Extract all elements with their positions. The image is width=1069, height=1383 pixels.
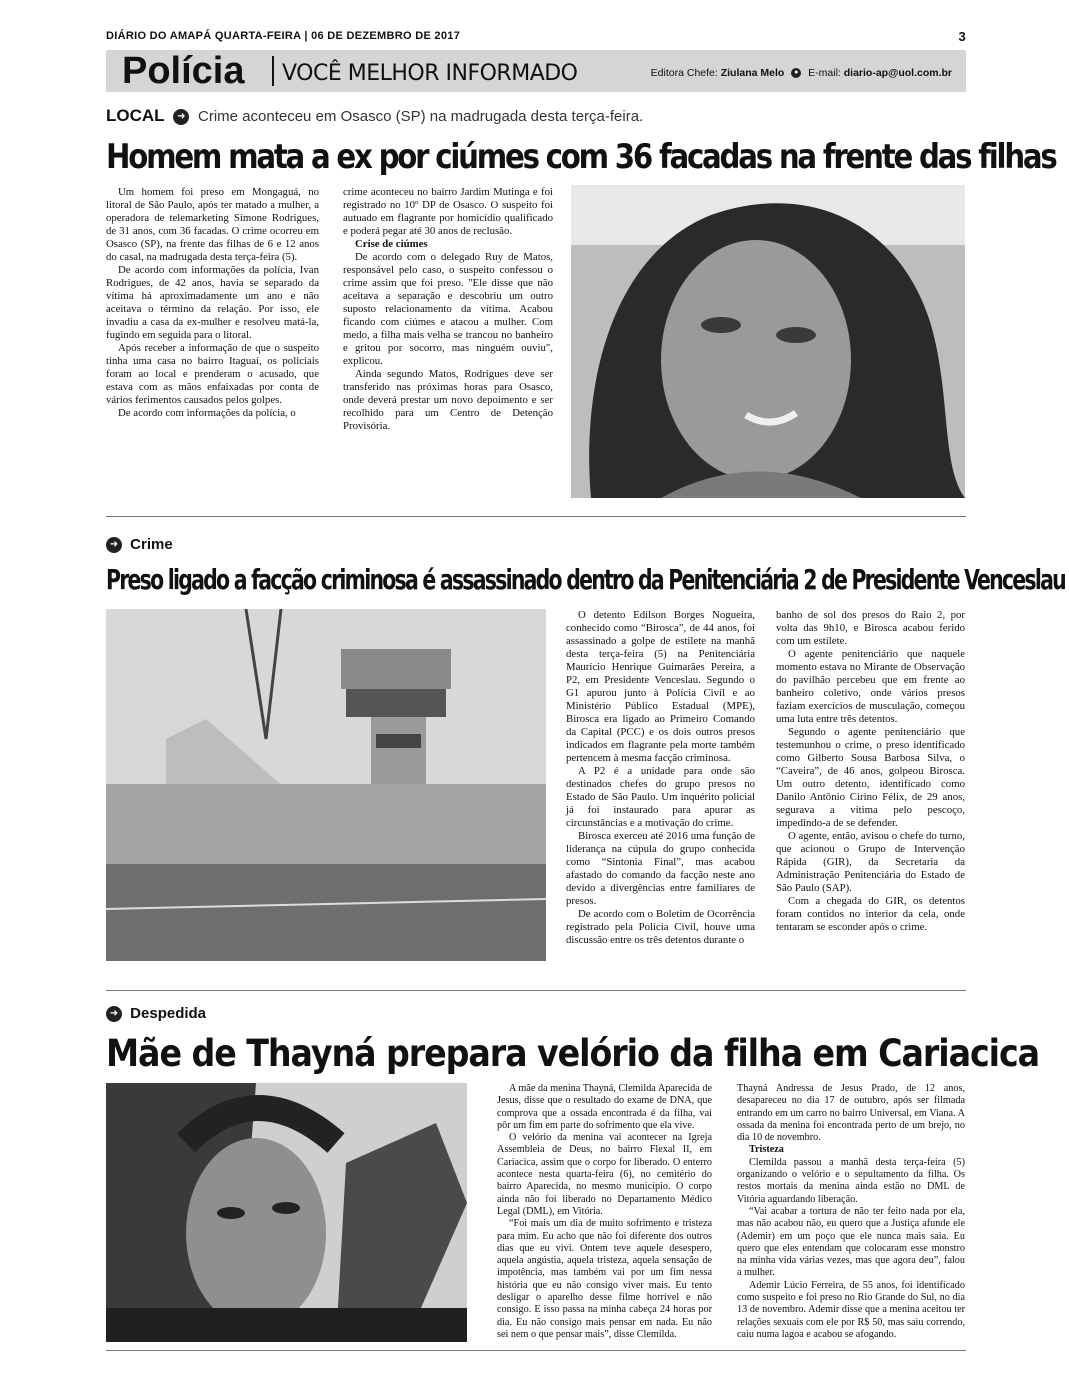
editor-email[interactable]: diario-ap@uol.com.br bbox=[843, 67, 952, 79]
paragraph: O velório da menina vai acontecer na Igreja Assembleia de Deus, no bairro Flexal II, em Cariacica, assim que o corpo for liberado. O enterro acontece nesta quarta-feira (6), no cemitério do bairro Aparecida, no mesmo município. O corpo ainda não foi liberado no Departamento Médico Legal (DML), em Vitória. bbox=[497, 1132, 712, 1217]
paragraph: De acordo com informações da polícia, Ivan Rodrigues, de 42 anos, havia se separado da vítima há aproximadamente um ano e não aceitava o término da relação. Por isso, ele invadiu a casa da ex-mulher e resolveu matá-la, fugindo em seguida para o litoral. bbox=[106, 264, 319, 341]
paragraph: Ademir Lúcio Ferreira, de 55 anos, foi identificado como suspeito e foi preso no Rio Grande do Sul, no dia 13 de novembro. Ademir disse que a menina aceitou ter relações sexuais com ele por R$ 50, mas saiu correndo, caiu numa lagoa e acabou se afogando. bbox=[737, 1279, 965, 1340]
paragraph: Clemilda passou a manhã desta terça-feira (5) organizando o velório e o sepultamento da filha. Os restos mortais da menina ainda estão no DML de Vitória aguardando liberação. bbox=[737, 1156, 965, 1205]
paragraph: Um homem foi preso em Mongaguá, no litoral de São Paulo, após ter matado a mulher, a operadora de telemarketing Simone Rodrigues, de 31 anos, com 36 facadas. O crime ocorreu em Osasco (SP), na frente das filhas de 6 e 12 anos do casal, na madrugada desta terça-feira (5). bbox=[106, 186, 319, 263]
portrait-image bbox=[106, 1083, 467, 1342]
subheading: Crise de ciúmes bbox=[355, 238, 428, 250]
paragraph: De acordo com o delegado Ruy de Matos, responsável pelo caso, o suspeito confessou o crime assim que foi preso. "Ele disse que não aceitava a separação e descobriu um outro suposto relacionamento da vítima. Acabou ficando com ciúmes e atacou a mulher. Com medo, a filha mais velha se trancou no banheiro e gritou por socorro, mas ninguém ouviu", explicou. bbox=[343, 251, 553, 367]
prison-photo bbox=[106, 609, 546, 961]
paragraph: “Foi mais um dia de muito sofrimento e tristeza para mim. Eu acho que não foi diferente dos outros dias que eu vivi. Ontem teve aquele desespero, aquela angústia, aquela tristeza, aquela sensação de impotência, mas também vai por um fim nessa história que eu não consigo viver mais. Eu tento desligar o aparelho desse filme horrível e não consigo. E isso passa na minha cabeça 24 horas por dia. Eu não consigo mais pensar em nada. Eu não sei nem o que pensar mais”, disse Clemilda. bbox=[497, 1218, 712, 1340]
section-divider bbox=[106, 516, 966, 517]
paragraph: O agente, então, avisou o chefe do turno, que acionou o Grupo de Intervenção Rápida (GIR), da Secretaria da Administração Penitenciária do Estado de São Paulo (SAP). bbox=[776, 830, 965, 894]
paragraph: Ainda segundo Matos, Rodrigues deve ser transferido nas próximas horas para Osasco, onde deverá prestar um novo depoimento e ser recolhido para um Centro de Detenção Provisória. bbox=[343, 368, 553, 432]
kicker-label: Crime bbox=[130, 536, 173, 553]
kicker-label: LOCAL bbox=[106, 106, 165, 125]
article3-kicker bbox=[106, 1004, 206, 1024]
arrow-bullet-icon: ➜ bbox=[173, 109, 189, 125]
portrait-image bbox=[571, 185, 965, 498]
article1-column-2 bbox=[343, 186, 553, 433]
kicker-label: Despedida bbox=[130, 1005, 207, 1022]
paragraph: A mãe da menina Thayná, Clemilda Aparecida de Jesus, disse que o resultado do exame de DNA, que comprova que a ossada encontrada é da filha, vai pôr um fim em parte do sofrimento que ela vive. bbox=[497, 1083, 712, 1131]
victim-photo bbox=[571, 185, 965, 498]
paragraph: O detento Edilson Borges Nogueira, conhecido como “Birosca”, de 44 anos, foi assassinado a golpe de estilete na manhã desta terça-feira (5) na Penitenciária Maurício Henrique Guimarães Pereira, a P2, em Presidente Venceslau. Segundo o G1 apurou junto à Polícia Civil e ao Ministério Público Estadual (MPE), Birosca era ligado ao Primeiro Comando da Capital (PCC) e os dois outros presos indicados em flagrante pela morte também pertencem à mesma facção criminosa. bbox=[566, 609, 755, 764]
paragraph: Segundo o agente penitenciário que testemunhou o crime, o preso identificado como Gilberto Sousa Barbosa Silva, o “Caveira”, de 46 anos, golpeou Birosca. Um outro detento, identificado como Danilo Antônio Cirino Félix, de 29 anos, segurava a vítima pelo pescoço, impedindo-a de se defender. bbox=[776, 726, 965, 829]
page-header-line bbox=[106, 30, 966, 48]
article3-headline: Mãe de Thayná prepara velório da filha em Cariacica bbox=[106, 1032, 1040, 1075]
girl-photo bbox=[106, 1083, 467, 1342]
article2-column-1 bbox=[566, 609, 755, 947]
page-number: 3 bbox=[958, 29, 966, 44]
paragraph: O agente penitenciário que naquele momento estava no Mirante de Observação do pavilhão percebeu que em frente ao banheiro coletivo, onde vários presos faziam exercícios de musculação, começou uma luta entre três detentos. bbox=[776, 648, 965, 725]
article3-column-1 bbox=[497, 1083, 712, 1341]
header-dateline: DIÁRIO DO AMAPÁ QUARTA-FEIRA | 06 DE DEZEMBRO DE 2017 bbox=[106, 30, 461, 42]
article3-column-2 bbox=[737, 1083, 965, 1341]
article1-headline: Homem mata a ex por ciúmes com 36 facadas na frente das filhas bbox=[106, 137, 1056, 177]
arrow-bullet-icon: ➜ bbox=[106, 1006, 122, 1022]
editor-info: Editora Chefe: Ziulana Melo ● E-mail: diario-ap@uol.com.br bbox=[650, 67, 952, 79]
article2-column-2 bbox=[776, 609, 965, 934]
paragraph: “Vai acabar a tortura de não ter feito nada por ela, mas não acabou não, eu quero que a Justiça afunde ele (Ademir) em um poço que ele nunca mais saia. Eu quero que eles entendam que colocaram esse monstro na minha vida várias vezes, mas que agora deu”, falou a mulher. bbox=[737, 1205, 965, 1279]
section-banner bbox=[106, 50, 966, 92]
subheading: Tristeza bbox=[749, 1144, 784, 1156]
section-title: Polícia bbox=[122, 50, 245, 92]
section-tagline: VOCÊ MELHOR INFORMADO bbox=[282, 61, 578, 86]
prison-tower-image bbox=[106, 609, 546, 961]
paragraph: De acordo com o Boletim de Ocorrência registrado pela Polícia Civil, houve uma discussão entre os três detentos durante o bbox=[566, 908, 755, 946]
paragraph: Birosca exerceu até 2016 uma função de liderança na cúpula do grupo conhecida como “Sintonia Final”, mas acabou afastado do comando da facção neste ano devido a divergências entre familiares de presos. bbox=[566, 830, 755, 907]
bullet-icon: ● bbox=[791, 68, 801, 78]
paragraph: banho de sol dos presos do Raio 2, por volta das 9h10, e Birosca acabou ferido com um estilete. bbox=[776, 609, 965, 647]
article2-headline: Preso ligado a facção criminosa é assassinado dentro da Penitenciária 2 de Presidente Venceslau bbox=[106, 563, 1065, 596]
section-divider bbox=[106, 1350, 966, 1351]
article1-column-1 bbox=[106, 186, 319, 420]
paragraph: De acordo com informações da polícia, o bbox=[118, 407, 296, 419]
section-divider bbox=[106, 990, 966, 991]
article2-kicker bbox=[106, 535, 173, 555]
paragraph: crime aconteceu no bairro Jardim Mutinga e foi registrado no 10º DP de Osasco. O suspeito foi autuado em flagrante por homicídio qualificado e poderá pegar até 30 anos de reclusão. bbox=[343, 186, 553, 237]
divider bbox=[272, 56, 274, 86]
editor-name: Ziulana Melo bbox=[720, 67, 785, 79]
paragraph: A P2 é a unidade para onde são destinados chefes do grupo presos no Estado de São Paulo. Um inquérito policial já foi instaurado para apurar as circunstâncias e a motivação do crime. bbox=[566, 765, 755, 829]
article1-kicker bbox=[106, 104, 643, 129]
paragraph: Thayná Andressa de Jesus Prado, de 12 anos, desapareceu no dia 17 de outubro, após ser filmada entrando em um carro no bairro Universal, em Viana. A ossada da menina foi encontrada perto de um brejo, no dia 10 de novembro. bbox=[737, 1083, 965, 1144]
paragraph: Após receber a informação de que o suspeito tinha uma casa no bairro Itaguaí, os policiais foram ao local e prenderam o acusado, que estava com as mãos enfaixadas por conta de vários ferimentos causados pelos golpes. bbox=[106, 342, 319, 406]
paragraph: Com a chegada do GIR, os detentos foram contidos no interior da cela, onde tentaram se esconder após o crime. bbox=[776, 895, 965, 933]
kicker-text: Crime aconteceu em Osasco (SP) na madrugada desta terça-feira. bbox=[198, 108, 644, 125]
arrow-bullet-icon: ➜ bbox=[106, 537, 122, 553]
